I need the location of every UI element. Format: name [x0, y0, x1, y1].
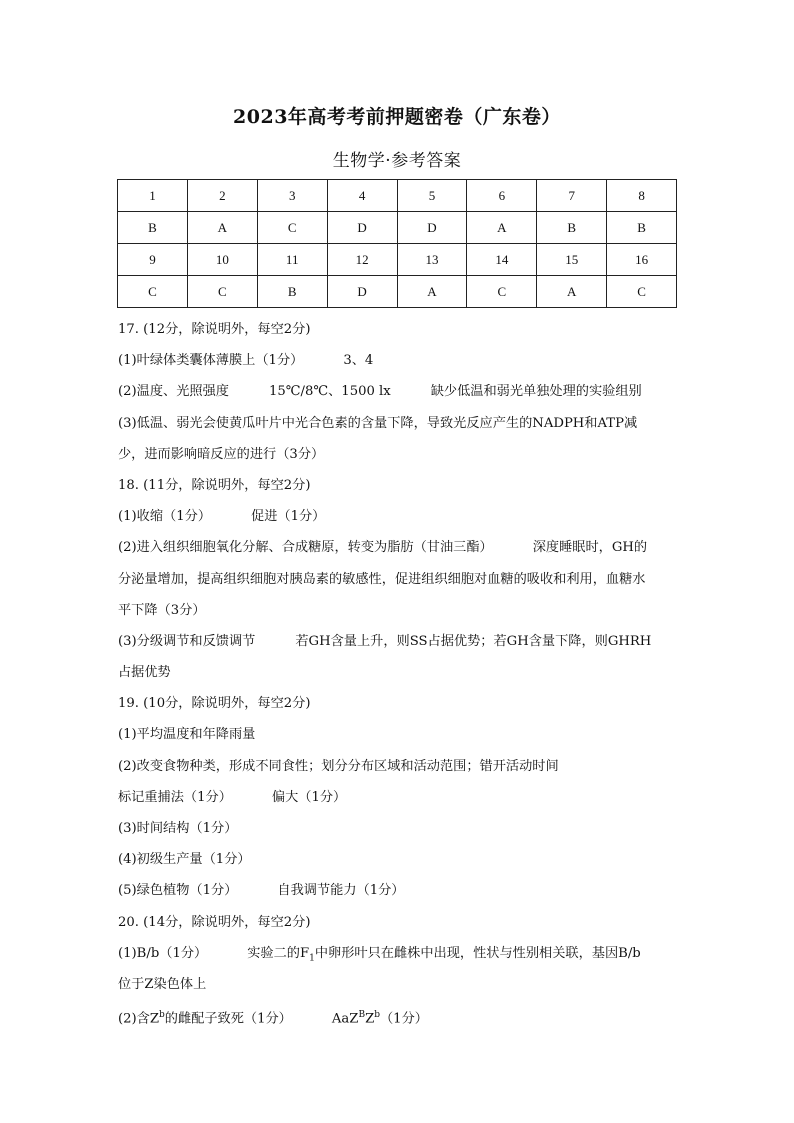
table-cell: 1 — [118, 180, 188, 212]
answer-table — [117, 179, 677, 308]
table-cell: 13 — [397, 244, 467, 276]
table-cell: C — [467, 276, 537, 308]
q20-part2: (2)含$Z^b$的雌配子致死（1分） $AaZ^BZ^b(1$分） — [118, 1010, 428, 1027]
table-cell: D — [327, 212, 397, 244]
q20-part1-line2: 位于Z染色体上 — [118, 976, 207, 992]
page-title: 2023年高考考前押题密卷（广东卷） — [233, 106, 561, 128]
table-cell: C — [257, 212, 327, 244]
table-cell: 7 — [537, 180, 607, 212]
table-cell: C — [187, 276, 257, 308]
answer-text — [118, 314, 678, 1031]
q19-part1: (1)平均温度和年降雨量 — [118, 727, 256, 743]
table-cell: A — [397, 276, 467, 308]
table-cell: B — [607, 212, 677, 244]
table-row — [118, 180, 677, 212]
table-cell: 15 — [537, 244, 607, 276]
q19-header: 19. (10分，除说明外，每空2分) — [118, 696, 311, 712]
table-cell: 5 — [397, 180, 467, 212]
q20-part1-line1: (1)B/b（1分） 实验二的$F_1$中卵形叶只在雌株中出现，性状与性别相关联，基因B/b — [118, 945, 641, 964]
table-cell: A — [537, 276, 607, 308]
table-cell: 9 — [118, 244, 188, 276]
q18-part2-line2: 分泌量增加，提高组织细胞对胰岛素的敏感性，促进组织细胞对血糖的吸收和利用，血糖水 — [118, 571, 646, 587]
table-row — [118, 244, 677, 276]
q17-header: 17. (12分，除说明外，每空2分) — [118, 322, 311, 337]
q18-part1: (1)收缩（1分） 促进（1分） — [118, 509, 326, 525]
table-cell: B — [537, 212, 607, 244]
table-cell: 16 — [607, 244, 677, 276]
table-cell: 8 — [607, 180, 677, 212]
q17-part1: (1)叶绿体类囊体薄膜上（1分） 3、4 — [118, 353, 374, 369]
q17-part2: (2)温度、光照强度 15℃/8℃、1500 lx 缺少低温和弱光单独处理的实验组别 — [118, 384, 642, 400]
q17-part3-line1: (3)低温、弱光会使黄瓜叶片中光合色素的含量下降，导致光反应产生的NADPH和ATP减 — [118, 415, 638, 431]
q20-header: 20. (14分，除说明外，每空2分) — [118, 914, 311, 930]
table-row — [118, 212, 677, 244]
table-cell: D — [327, 276, 397, 308]
table-row — [118, 276, 677, 308]
table-cell: 3 — [257, 180, 327, 212]
q18-part3-line2: 占据优势 — [118, 665, 171, 681]
q18-part3-line1: (3)分级调节和反馈调节 若GH含量上升，则SS占据优势；若GH含量下降，则GHRH — [118, 633, 652, 649]
table-cell: 12 — [327, 244, 397, 276]
q18-part2-line1: (2)进入组织细胞氧化分解、合成糖原，转变为脂肪（甘油三酯） 深度睡眠时，GH的 — [118, 540, 648, 556]
table-cell: B — [257, 276, 327, 308]
q19-part4: (4)初级生产量（1分） — [118, 852, 251, 868]
q18-header: 18. (11分，除说明外，每空2分) — [118, 477, 311, 493]
table-cell: A — [467, 212, 537, 244]
q18-part2-line3: 平下降（3分） — [118, 602, 206, 618]
table-cell: C — [118, 276, 188, 308]
q17-part3-line2: 少，进而影响暗反应的进行（3分） — [118, 446, 325, 462]
table-cell: D — [397, 212, 467, 244]
table-cell: 10 — [187, 244, 257, 276]
q19-part2-extra: 标记重捕法（1分） 偏大（1分） — [118, 789, 347, 805]
table-cell: 14 — [467, 244, 537, 276]
table-cell: B — [118, 212, 188, 244]
table-cell: 4 — [327, 180, 397, 212]
q19-part2: (2)改变食物种类，形成不同食性；划分分布区域和活动范围；错开活动时间 — [118, 758, 559, 774]
table-cell: C — [607, 276, 677, 308]
table-cell: 11 — [257, 244, 327, 276]
q19-part5: (5)绿色植物（1分） 自我调节能力（1分） — [118, 883, 405, 899]
page-subtitle: 生物学·参考答案 — [332, 151, 462, 171]
table-cell: 2 — [187, 180, 257, 212]
q19-part3: (3)时间结构（1分） — [118, 821, 238, 836]
table-cell: 6 — [467, 180, 537, 212]
table-cell: A — [187, 212, 257, 244]
